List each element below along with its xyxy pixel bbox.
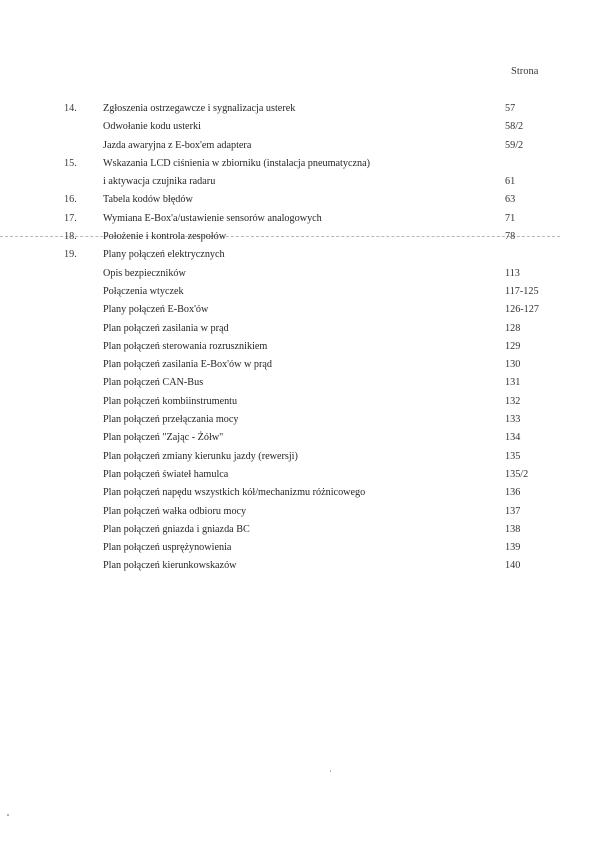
toc-row [0, 539, 596, 557]
toc-entry-number: 19. [64, 249, 77, 261]
toc-entry-page: 59/2 [505, 139, 524, 151]
toc-entry-page: 135/2 [505, 468, 529, 480]
toc-row [0, 228, 596, 246]
toc-entry-page: 113 [505, 267, 520, 279]
toc-entry-page: 138 [505, 523, 521, 535]
toc-row [0, 301, 596, 319]
toc-row [0, 100, 596, 118]
toc-entry-page: 140 [505, 560, 521, 572]
toc-entry-page: 137 [505, 505, 521, 517]
toc-row [0, 429, 596, 447]
toc-entry-page: 58/2 [505, 121, 524, 133]
scan-speck [330, 770, 331, 772]
toc-entry-title: Plan połączeń usprężynowienia [103, 542, 232, 554]
toc-entry-number: 14. [64, 103, 77, 114]
toc-row [0, 503, 596, 521]
scan-speck [7, 814, 9, 816]
toc-row [0, 411, 596, 429]
toc-row [0, 356, 596, 374]
toc-entry-title: Plan połączeń napędu wszystkich kół/mechanizmu różnicowego [103, 487, 366, 499]
toc-entry-title: Wskazania LCD ciśnienia w zbiorniku (instalacja pneumatyczna) [103, 157, 371, 169]
toc-row [0, 210, 596, 228]
toc-entry-page: 134 [505, 432, 521, 444]
toc-row [0, 374, 596, 392]
toc-entry-page: 71 [505, 212, 516, 224]
toc-entry-title: Plan połączeń wałka odbioru mocy [103, 505, 247, 517]
toc-entry-page: 129 [505, 340, 521, 352]
toc-entry-title: Plan połączeń zasilania E-Box'ów w prąd [103, 359, 273, 371]
toc-row [0, 265, 596, 283]
toc-row [0, 191, 596, 209]
toc-row [0, 393, 596, 411]
toc-entry-title: Wymiana E-Box'a/ustawienie sensorów analogowych [103, 212, 322, 224]
toc-entry-title: Opis bezpieczników [103, 267, 186, 279]
toc-row [0, 557, 596, 575]
toc-row [0, 173, 596, 191]
toc-entry-page: 128 [505, 322, 521, 334]
toc-entry-title: Plan połączeń sterowania rozrusznikiem [103, 340, 268, 352]
toc-entry-number: 18. [64, 231, 77, 243]
toc-entry-title: Plan połączeń zmiany kierunku jazdy (rewersji) [103, 450, 298, 462]
page-column-header: Strona [511, 66, 539, 77]
toc-row [0, 466, 596, 484]
toc-row [0, 521, 596, 539]
toc-entry-page: 139 [505, 542, 521, 554]
toc-entry-title: Plany połączeń E-Box'ów [103, 304, 209, 316]
toc-entry-page: 130 [505, 359, 521, 371]
toc-entry-page: 126-127 [505, 304, 539, 316]
toc-entry-title: Jazda awaryjna z E-box'em adaptera [103, 139, 252, 151]
toc-entry-number: 15. [64, 157, 77, 169]
toc-row [0, 155, 596, 173]
toc-entry-page: 78 [505, 231, 516, 243]
toc-entry-title: Plan połączeń "Zając - Żółw" [103, 432, 224, 444]
toc-entry-title: Połączenia wtyczek [103, 285, 184, 297]
toc-entry-title: Odwołanie kodu usterki [103, 121, 201, 133]
toc-row [0, 338, 596, 356]
toc-entry-page: 61 [505, 176, 516, 188]
toc-entry-page: 136 [505, 487, 521, 499]
toc-row [0, 484, 596, 502]
toc-entry-page: 57 [505, 103, 516, 114]
toc-entry-title: Plan połączeń zasilania w prąd [103, 322, 229, 334]
toc-entry-title: Plan połączeń CAN-Bus [103, 377, 204, 389]
toc-entry-title: Tabela kodów błędów [103, 194, 193, 206]
toc-entry-title: Plan połączeń przełączania mocy [103, 414, 239, 426]
toc-entry-page: 133 [505, 414, 521, 426]
toc-row [0, 118, 596, 136]
toc-entry-title: Plan połączeń kierunkowskazów [103, 560, 237, 572]
toc-entry-number: 16. [64, 194, 77, 206]
toc-row [0, 246, 596, 264]
toc-entry-title: Zgłoszenia ostrzegawcze i sygnalizacja usterek [103, 103, 296, 114]
toc-entry-title: Położenie i kontrola zespołów [103, 231, 227, 243]
toc-row [0, 448, 596, 466]
toc-entry-page: 63 [505, 194, 516, 206]
toc-row [0, 283, 596, 301]
toc-entry-page: 131 [505, 377, 521, 389]
toc-entry-title: Plan połączeń kombiinstrumentu [103, 395, 238, 407]
toc-entry-number: 17. [64, 212, 77, 224]
toc-entry-page: 132 [505, 395, 521, 407]
toc-entry-title: i aktywacja czujnika radaru [103, 176, 216, 188]
toc-entry-title: Plan połączeń gniazda i gniazda BC [103, 523, 250, 535]
toc-entry-page: 135 [505, 450, 521, 462]
toc-entry-title: Plany połączeń elektrycznych [103, 249, 225, 261]
toc-entry-title: Plan połączeń świateł hamulca [103, 468, 229, 480]
table-of-contents [0, 100, 596, 576]
toc-row [0, 320, 596, 338]
toc-row [0, 137, 596, 155]
toc-entry-page: 117-125 [505, 285, 539, 297]
